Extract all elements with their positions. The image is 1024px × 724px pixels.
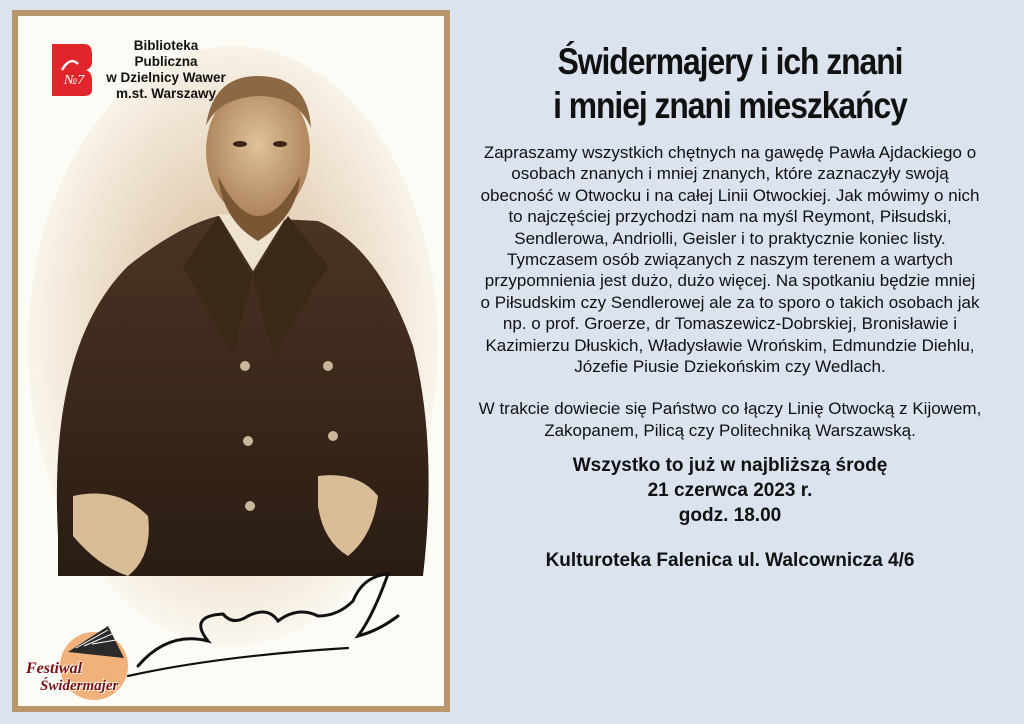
library-name-line1: Biblioteka Publiczna [133,38,199,69]
festival-logo [24,618,136,704]
svg-text:№7: №7 [64,73,85,88]
event-when [470,453,990,528]
portrait-frame [12,10,450,712]
event-date: 21 czerwca 2023 r. [647,480,813,502]
library-logo-icon [48,40,94,100]
library-name-line2: w Dzielnicy Wawer [106,70,226,85]
library-logo [48,40,226,100]
event-content [470,40,990,572]
event-when-line: Wszystko to już w najbliższą środę [572,455,888,477]
event-description: Zapraszamy wszystkich chętnych na gawędę Pawła Ajdackiego o osobach znanych i mniej znanych, które zaznaczyły swoją obecność w Otwocku i na całej Linii Otwockiej. Jak mówimy o nich to najczęściej przychodzi nam na myśl Reymont, Piłsudski, Sendlerowa, Andriolli, Geisler i to praktycznie koniec listy. Tymczasem osób związanych z naszym terenem a wartych przypomnienia jest dużo, dużo więcej. Na spotkaniu będzie mniej o Piłsudskim czy Sendlerowej ale za to sporo o takich osobach jak np. o prof. Groerze, dr Tomaszewicz-Dobrskiej, Bronisławie i Kazimierzu Dłuskich, Władysławie Wrońskim, Edmundzie Diehlu, Józefie Piusie Dziekońskim czy Wedlach. [480,143,980,377]
event-title-line2: i mniej znani mieszkańcy [553,85,907,126]
event-venue: Kulturoteka Falenica ul. Walcownicza 4/6 [545,550,915,572]
event-title-line1: Świdermajery i ich znani [557,41,903,82]
event-time: godz. 18.00 [678,505,782,527]
library-name [106,38,226,102]
festival-line1: Festiwal [26,660,83,677]
library-name-line3: m.st. Warszawy [115,86,217,101]
event-title [506,40,953,128]
event-description-2: W trakcie dowiecie się Państwo co łączy Linię Otwocką z Kijowem, Zakopanem, Pilicą czy Politechniką Warszawską. [478,399,982,440]
portrait-photo [18,16,444,706]
festival-line2: Świdermajer [40,678,119,694]
